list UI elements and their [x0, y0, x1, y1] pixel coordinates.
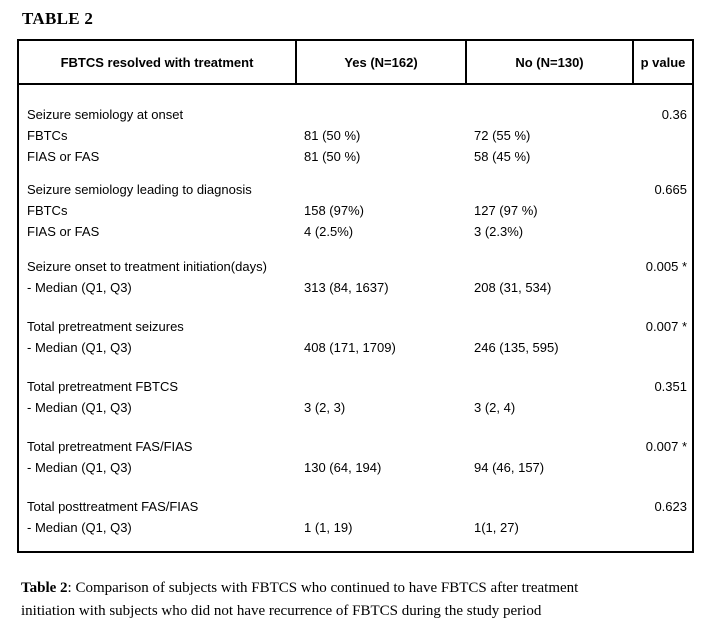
group-label: Seizure semiology at onset: [27, 107, 184, 122]
table-row: [19, 397, 692, 418]
table-row: [19, 200, 692, 221]
group-header-row: [19, 179, 692, 200]
table-group: [19, 179, 692, 242]
table-row: [19, 125, 692, 146]
caption-line-2: initiation with subjects who did not have recurrence of FBTCS during the study period: [21, 603, 542, 619]
table-group: [19, 316, 692, 358]
group-header-row: [19, 436, 692, 457]
yes-value: 1 (1, 19): [304, 520, 353, 535]
yes-value: 408 (171, 1709): [304, 340, 396, 355]
yes-value: 4 (2.5%): [304, 224, 354, 239]
table-body: [19, 85, 692, 538]
group-header-row: [19, 316, 692, 337]
table-group: [19, 104, 692, 167]
table-row: [19, 221, 692, 242]
table-row: [19, 457, 692, 478]
group-label: Seizure semiology leading to diagnosis: [27, 182, 252, 197]
row-label: - Median (Q1, Q3): [27, 520, 132, 535]
group-label: Seizure onset to treatment initiation(days): [27, 259, 267, 274]
no-value: 58 (45 %): [474, 149, 531, 164]
caption-line-1: Table 2: Comparison of subjects with FBTCS who continued to have FBTCS after treatment: [21, 580, 579, 596]
row-label: FBTCs: [27, 128, 68, 143]
row-label: - Median (Q1, Q3): [27, 280, 132, 295]
table-row: [19, 277, 692, 298]
p-value: 0.665: [654, 182, 687, 197]
row-label: - Median (Q1, Q3): [27, 340, 132, 355]
table-header-row: [19, 41, 692, 85]
table-caption: [21, 577, 661, 623]
yes-value: 3 (2, 3): [304, 400, 346, 415]
p-value: 0.351: [654, 379, 687, 394]
yes-value: 130 (64, 194): [304, 460, 382, 475]
group-label: Total pretreatment FAS/FIAS: [27, 439, 193, 454]
no-value: 1(1, 27): [474, 520, 519, 535]
group-header-row: [19, 496, 692, 517]
row-label: - Median (Q1, Q3): [27, 460, 132, 475]
p-value: 0.007 *: [645, 319, 687, 334]
caption-label: Table 2: [21, 580, 68, 596]
group-label: Total pretreatment seizures: [27, 319, 184, 334]
group-header-row: [19, 376, 692, 397]
p-value: 0.623: [654, 499, 687, 514]
data-table: [17, 39, 694, 553]
group-label: Total pretreatment FBTCS: [27, 379, 178, 394]
table-group: [19, 436, 692, 478]
no-value: 94 (46, 157): [474, 460, 545, 475]
group-label: Total posttreatment FAS/FIAS: [27, 499, 199, 514]
header-cell-pvalue: p value: [640, 54, 686, 70]
row-label: FBTCs: [27, 203, 68, 218]
table-group: [19, 496, 692, 538]
row-label: FIAS or FAS: [27, 224, 100, 239]
no-value: 208 (31, 534): [474, 280, 552, 295]
table-group: [19, 376, 692, 418]
p-value: 0.36: [661, 107, 687, 122]
no-value: 72 (55 %): [474, 128, 531, 143]
table-row: [19, 146, 692, 167]
table-title: TABLE 2: [22, 9, 94, 28]
yes-value: 313 (84, 1637): [304, 280, 389, 295]
group-header-row: [19, 256, 692, 277]
p-value: 0.005 *: [645, 259, 687, 274]
table-row: [19, 337, 692, 358]
group-header-row: [19, 104, 692, 125]
table-row: [19, 517, 692, 538]
row-label: - Median (Q1, Q3): [27, 400, 132, 415]
no-value: 3 (2.3%): [474, 224, 524, 239]
yes-value: 81 (50 %): [304, 149, 361, 164]
header-cell-no: No (N=130): [467, 41, 634, 83]
no-value: 3 (2, 4): [474, 400, 516, 415]
yes-value: 158 (97%): [304, 203, 364, 218]
p-value: 0.007 *: [645, 439, 687, 454]
row-label: FIAS or FAS: [27, 149, 100, 164]
no-value: 246 (135, 595): [474, 340, 559, 355]
header-cell-yes: Yes (N=162): [297, 41, 467, 83]
table-group: [19, 256, 692, 298]
no-value: 127 (97 %): [474, 203, 538, 218]
header-cell-row-label: FBTCS resolved with treatment: [19, 41, 297, 83]
yes-value: 81 (50 %): [304, 128, 361, 143]
